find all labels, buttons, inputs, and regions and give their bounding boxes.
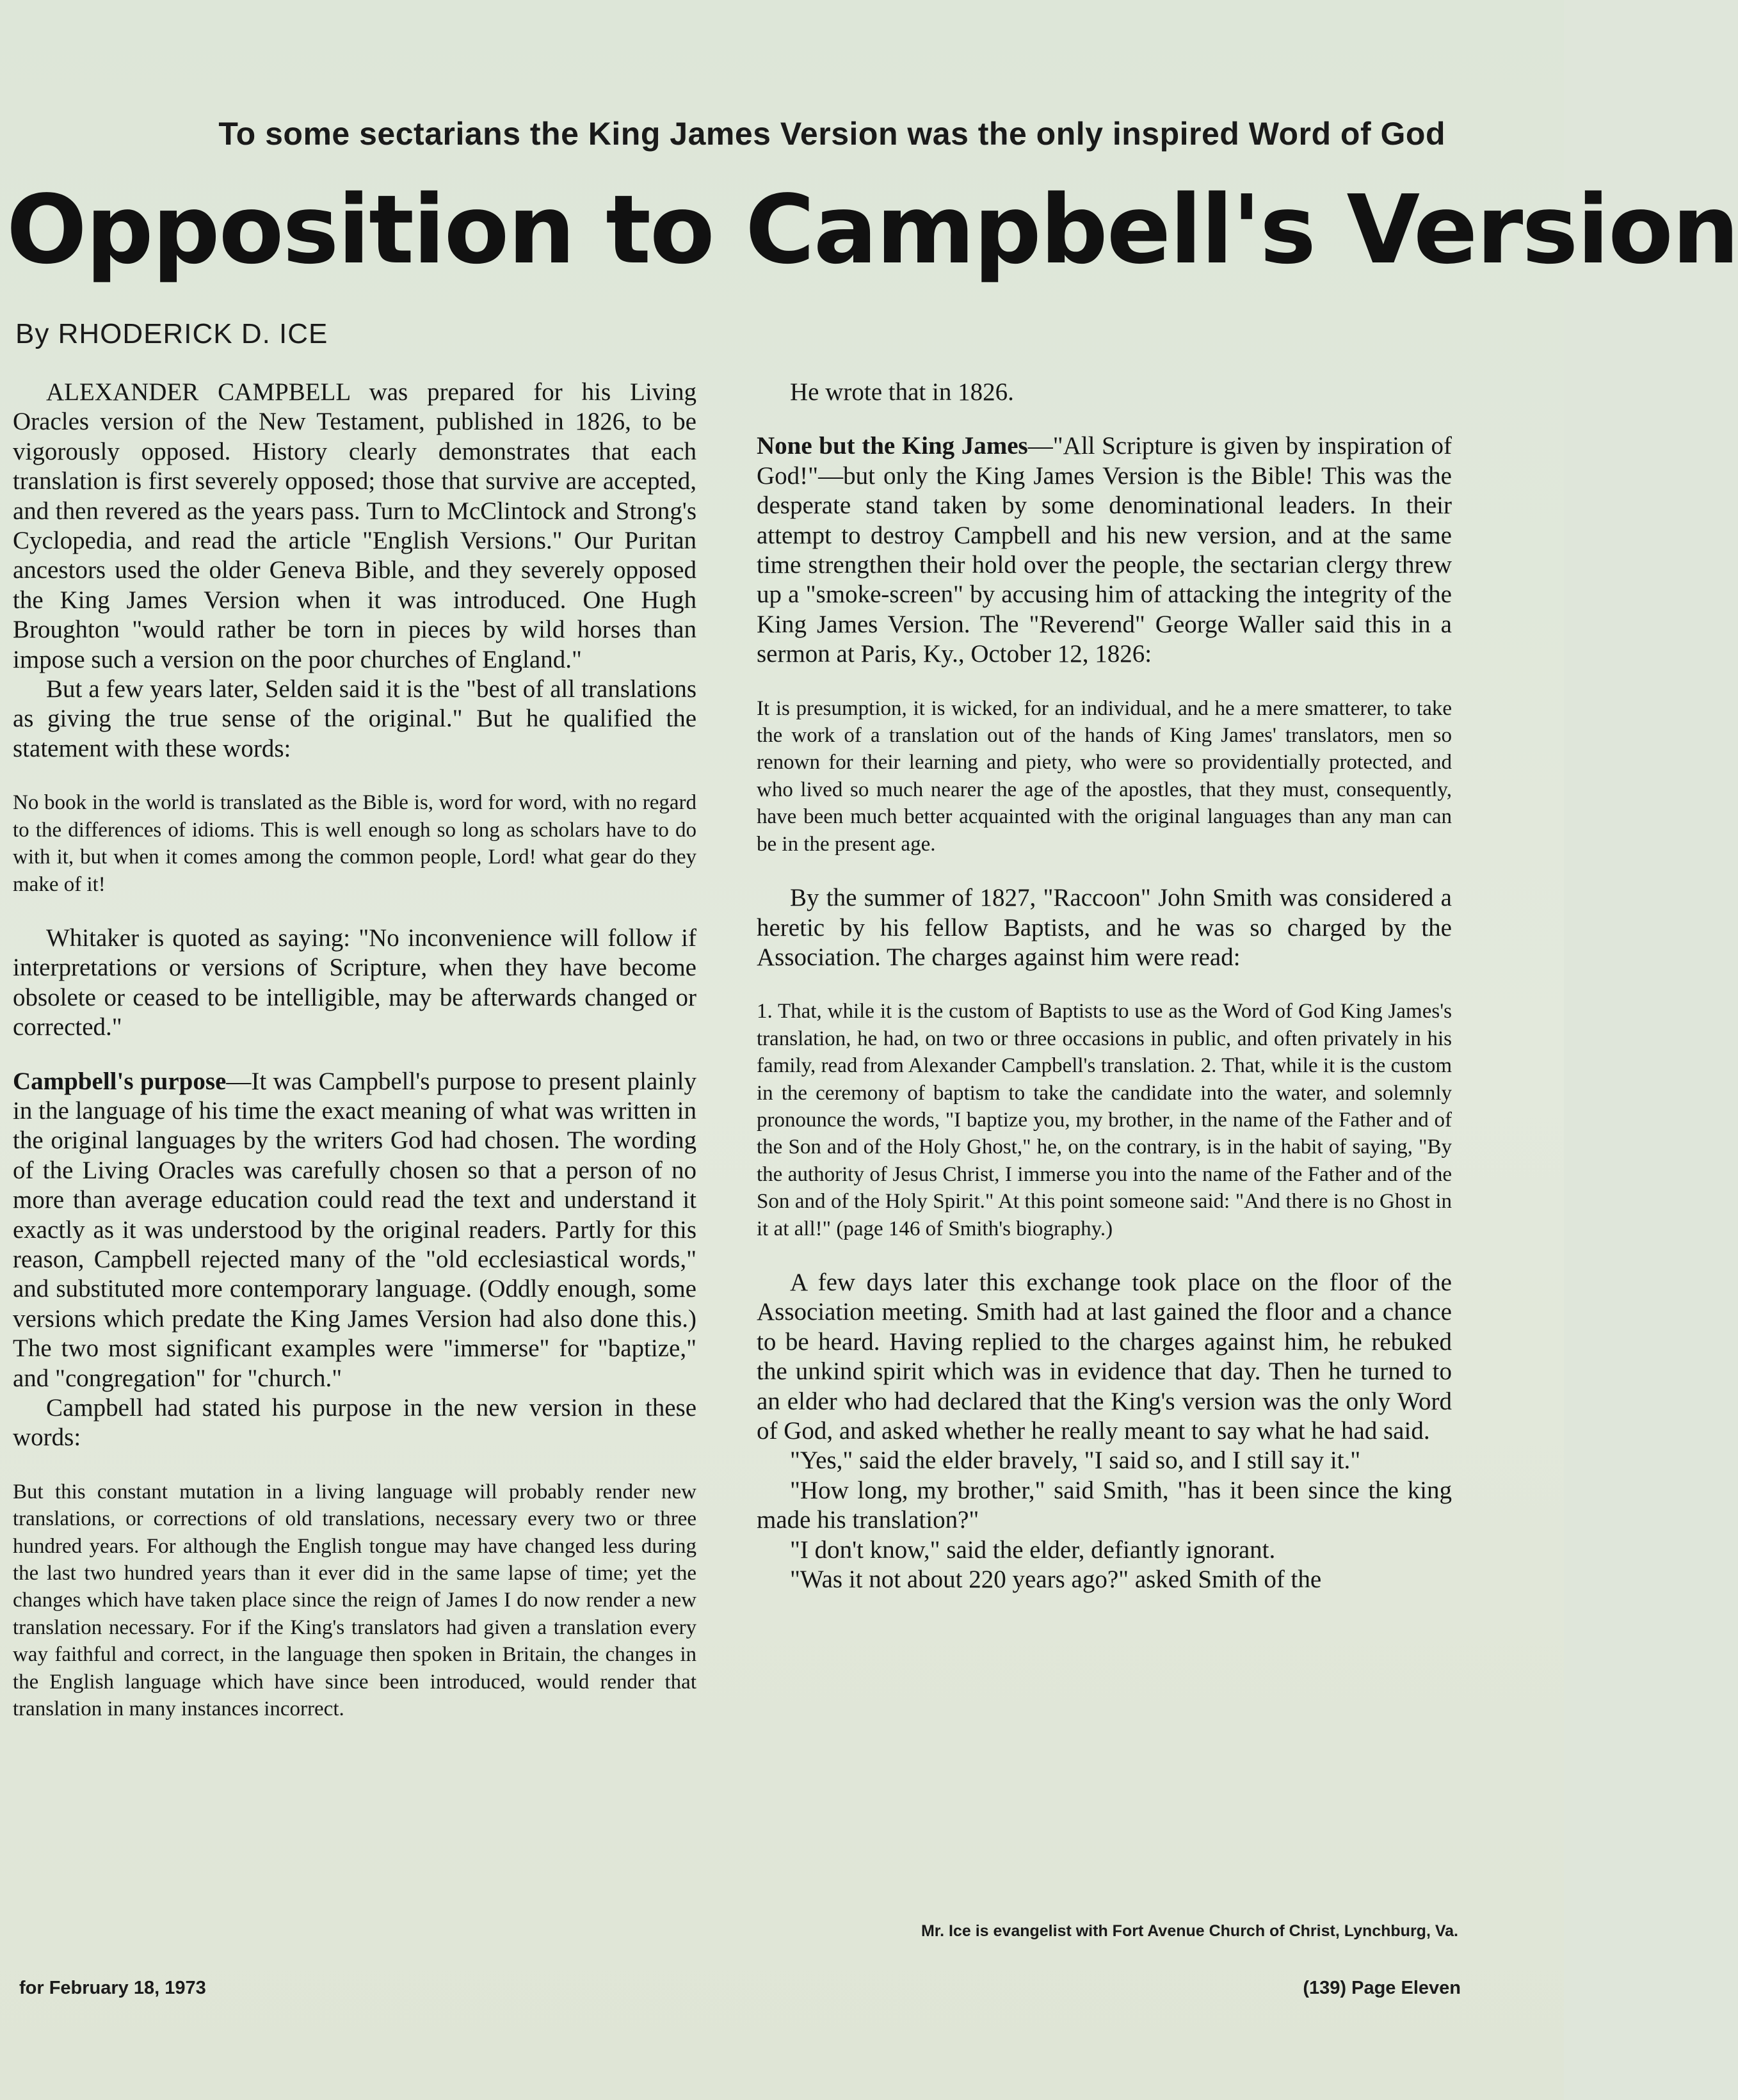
page-number: (139) Page Eleven (1303, 1978, 1461, 1998)
paragraph: "I don't know," said the elder, defiantly ignorant. (790, 1535, 1276, 1564)
paragraph: But a few years later, Selden said it is the "best of all translations as giving the true sense of the original." But he qualified the statement with these words: (13, 675, 696, 762)
issue-date: for February 18, 1973 (19, 1978, 206, 1998)
paragraph: By the summer of 1827, "Raccoon" John Smith was considered a heretic by his fellow Baptists, and he was so charged by the Association. The charges against him were read: (757, 884, 1452, 971)
article-title: Opposition to Campbell's Version (6, 175, 1738, 285)
left-column (13, 378, 696, 1748)
paragraph: Whitaker is quoted as saying: "No inconvenience will follow if interpretations or versions of Scripture, when they have become obsolete or ceased to be intelligible, may be afterwards changed or corrected." (13, 924, 696, 1041)
paragraph-with-subhead: None but the King James—"All Scripture is given by inspiration of God!"—but only the King James Version is the Bible! This was the desperate stand taken by some denominational leaders. In their attempt to destroy Campbell and his new version, and at the same time strengthen their hold over the people, the sectarian clergy threw up a "smoke-screen" by accusing him of attacking the integrity of the King James Version. The "Reverend" George Waller said this in a sermon at Paris, Ky., October 12, 1826: (757, 432, 1452, 668)
author-footnote: Mr. Ice is evangelist with Fort Avenue Church of Christ, Lynchburg, Va. (921, 1922, 1458, 1940)
paragraph: "Yes," said the elder bravely, "I said so, and I still say it." (790, 1447, 1361, 1475)
paragraph: ALEXANDER CAMPBELL was prepared for his Living Oracles version of the New Testament, published in 1826, to be vigorously opposed. History clearly demonstrates that each translation is first severely opposed; those that survive are accepted, and then revered as the years pass. Turn to McClintock and Strong's Cyclopedia, and read the article "English Versions." Our Puritan ancestors used the older Geneva Bible, and they severely opposed the King James Version when it was introduced. One Hugh Broughton "would rather be torn in pieces by wild horses than impose such a version on the poor churches of England." (13, 378, 696, 673)
byline: By RHODERICK D. ICE (15, 318, 328, 349)
block-quote: No book in the world is translated as the Bible is, word for word, with no regard to the differences of idioms. This is well enough so long as scholars have to do with it, but when it comes among the common people, Lord! what gear do they make of it! (13, 791, 696, 896)
paragraph: "Was it not about 220 years ago?" asked Smith of the (790, 1566, 1322, 1594)
subhead: None but the King James (757, 432, 1028, 460)
paragraph: "How long, my brother," said Smith, "has it been since the king made his translation?" (757, 1476, 1452, 1534)
right-column (757, 378, 1452, 1594)
block-quote: But this constant mutation in a living language will probably render new translations, or corrections of old translations, necessary every two or three hundred years. For although the English tongue may have changed less during the last two hundred years than it ever did in the same lapse of time; yet the changes which have taken place since the reign of James I do now render a new translation necessary. For if the King's translators had given a translation every way faithful and correct, in the language then spoken in Britain, the changes in the English language which have since been introduced, would render that translation in many instances incorrect. (13, 1480, 696, 1721)
paragraph: A few days later this exchange took place on the floor of the Association meeting. Smith had at last gained the floor and a chance to be heard. Having replied to the charges against him, he rebuked the unkind spirit which was in evidence that day. Then he turned to an elder who had declared that the King's version was the only Word of God, and asked whether he really meant to say what he had said. (757, 1268, 1452, 1445)
subhead: Campbell's purpose (13, 1067, 227, 1095)
paragraph-with-subhead: Campbell's purpose—It was Campbell's purpose to present plainly in the language of his time the exact meaning of what was written in the original languages by the writers God had chosen. The wording of the Living Oracles was carefully chosen so that a person of no more than average education could read the text and understand it exactly as it was understood by the original readers. Partly for this reason, Campbell rejected many of the "old ecclesiastical words," and substituted more contemporary language. (Oddly enough, some versions which predate the King James Version had also done this.) The two most significant examples were "immerse" for "baptize," and "congregation" for "church." (13, 1067, 696, 1392)
paragraph-text: "All Scripture is given by inspiration of God!"—but only the King James Version is the Bible! This was the desperate stand taken by some denominational leaders. In their attempt to destroy Campbell and his new version, and at the same time strengthen their hold over the people, the sectarian clergy threw up a "smoke-screen" by accusing him of attacking the integrity of the King James Version. The "Reverend" George Waller said this in a sermon at Paris, Ky., October 12, 1826: (757, 432, 1452, 668)
kicker-headline: To some sectarians the King James Version was the only inspired Word of God (218, 116, 1445, 152)
block-quote: 1. That, while it is the custom of Baptists to use as the Word of God King James's translation, he had, on two or three occasions in public, and often privately in his family, read from Alexander Campbell's translation. 2. That, while it is the custom in the ceremony of baptism to take the candidate into the water, and solemnly pronounce the words, "I baptize you, my brother, in the name of the Father and of the Son and of the Holy Ghost," he, on the contrary, is in the habit of saying, "By the authority of Jesus Christ, I immerse you into the name of the Father and of the Son and of the Holy Spirit." At this point someone said: "And there is no Ghost in it at all!" (page 146 of Smith's biography.) (757, 1000, 1452, 1240)
paragraph-text: It was Campbell's purpose to present plainly in the language of his time the exact meaning of what was written in the original languages by the writers God had chosen. The wording of the Living Oracles was carefully chosen so that a person of no more than average education could read the text and understand it exactly as it was understood by the original readers. Partly for this reason, Campbell rejected many of the "old ecclesiastical words," and substituted more contemporary language. (Oddly enough, some versions which predate the King James Version had also done this.) The two most significant examples were "immerse" for "baptize," and "congregation" for "church." (13, 1067, 696, 1392)
paragraph: He wrote that in 1826. (790, 378, 1014, 406)
paragraph: Campbell had stated his purpose in the new version in these words: (13, 1394, 696, 1452)
block-quote: It is presumption, it is wicked, for an individual, and he a mere smatterer, to take the work of a translation out of the hands of King James' translators, men so renown for their learning and piety, who were so providentially protected, and who lived so much nearer the age of the apostles, that they must, consequently, have been much better acquainted with the original languages than any man can be in the present age. (757, 696, 1452, 856)
